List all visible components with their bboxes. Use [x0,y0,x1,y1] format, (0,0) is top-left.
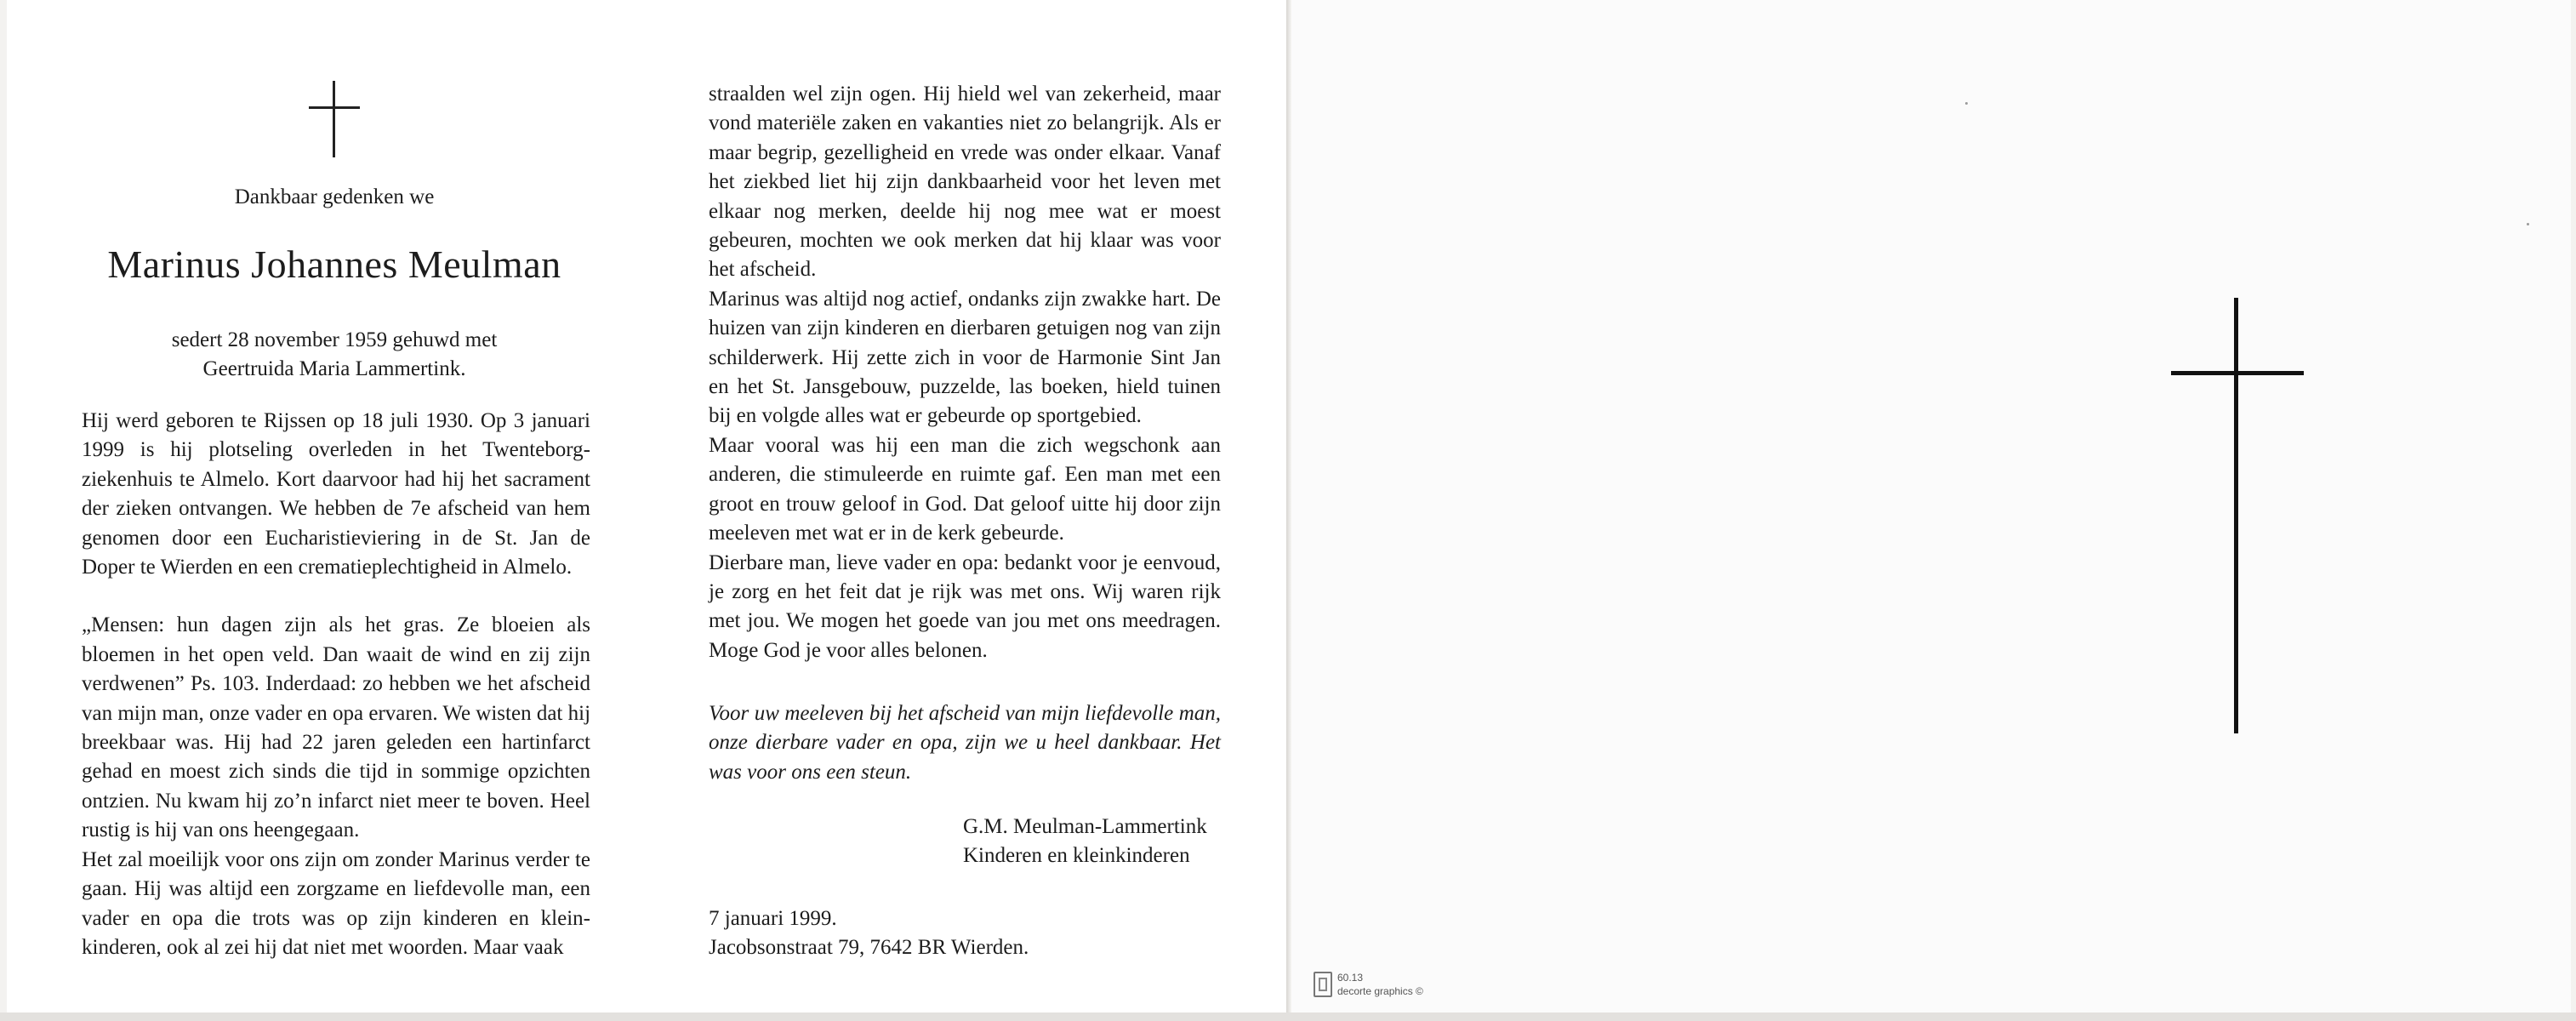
right-cover-page [1291,0,2571,1012]
scan-speck [2527,223,2529,225]
paragraph-character: straalden wel zijn ogen. Hij hield wel van zekerheid, maar vond materiële zaken en vakanties niet zo belangrijk. Als er maar begrip, gezelligheid en vrede was onder elkaar. Vanaf het ziekbed liet hij zijn dankbaarheid voor het leven met elkaar nog merken, deelde hij nog mee wat er moest gebeuren, mochten we ook merken dat hij klaar was voor het afscheid. [709,83,1221,282]
printer-logo-icon [1314,972,1332,997]
scan-speck [1965,102,1968,105]
printer-code: 60.13 [1337,972,1364,984]
marriage-info [100,326,568,384]
text-column-right [709,80,1221,665]
paragraph-activities: Marinus was altijd nog actief, ondanks zijn zwakke hart. De huizen van zijn kinderen en dierbaren getuigen nog van zijn schilderwerk. Hij zette zich in voor de Harmonie Sint Jan en het St. Jansgebouw, puzzelde, las boeken, hield tuinen bij en volgde alles wat er gebeurde op sportgebied. [709,287,1221,428]
marriage-date-line: sedert 28 november 1959 gehuwd met [171,328,498,351]
card-bottom-edge [0,1012,2576,1021]
intro-text: Dankbaar gedenken we [234,185,435,208]
paragraph-farewell: Dierbare man, lieve vader en opa: bedankt voor je eenvoud, je zorg en het feit dat je rijk was met ons. Wij waren rijk met jou. We mogen het goede van jou met ons meedragen. Moge God je voor alles belonen. [709,550,1221,662]
paragraph-memory: Het zal moeilijk voor ons zijn om zonder Marinus verder te gaan. Hij was altijd een zorgzame en liefdevolle man, een vader en opa die trots was op zijn kinderen en klein-kinderen, ook al zei hij dat niet met woorden. Maar vaak [82,847,590,959]
spouse-name-line: Geertruida Maria Lammertink. [202,357,466,380]
cross-icon [309,81,360,157]
signer-family: Kinderen en kleinkinderen [963,844,1190,868]
thanks-note: Voor uw meeleven bij het afscheid van mijn liefdevolle man, onze dierbare vader en opa, zijn we u heel dankbaar. Het was voor ons een steun. [709,702,1221,784]
paragraph-faith: Maar vooral was hij een man die zich wegschonk aan anderen, die stimuleerde en ruimte gaf. Een man met een groot en trouw geloof in God. Dat geloof uitte hij door zijn meeleven met wat er in de kerk gebeurde. [709,433,1221,545]
large-cross-icon [2171,298,2304,733]
card-address: Jacobsonstraat 79, 7642 BR Wierden. [709,936,1029,960]
paragraph-birth-death: Hij werd geboren te Rijssen op 18 juli 1930. Op 3 januari 1999 is hij plotseling overleden in het Twenteborg-ziekenhuis te Almelo. Kort daarvoor had hij het sacrament der zieken ontvangen. We hebben de 7e afscheid van hem genomen door een Eucharistieviering in de St. Jan de Doper te Wierden en een crematieplechtigheid in Almelo. [82,409,590,579]
signer-name: G.M. Meulman-Lammertink [963,815,1207,838]
printer-name: decorte graphics © [1337,985,1423,997]
card-date: 7 januari 1999. [709,907,837,930]
text-column-left [82,407,590,962]
date-address-block [709,904,1221,963]
deceased-name: Marinus Johannes Meulman [107,242,561,286]
signature-block [963,813,1235,871]
paragraph-psalm-quote: „Mensen: hun dagen zijn als het gras. Ze bloeien als bloemen in het open veld. Dan waait de wind en zij zijn verdwenen” Ps. 103. Inderdaad: zo hebben we het afscheid van mijn man, onze vader en opa ervaren. We wisten dat hij breekbaar was. Hij had 22 jaren geleden een hartinfarct gehad en moest zich sinds die tijd in sommige opzichten ontzien. Nu kwam hij zo’n infarct niet meer te boven. Heel rustig is hij van ons heengegaan. [82,613,591,842]
